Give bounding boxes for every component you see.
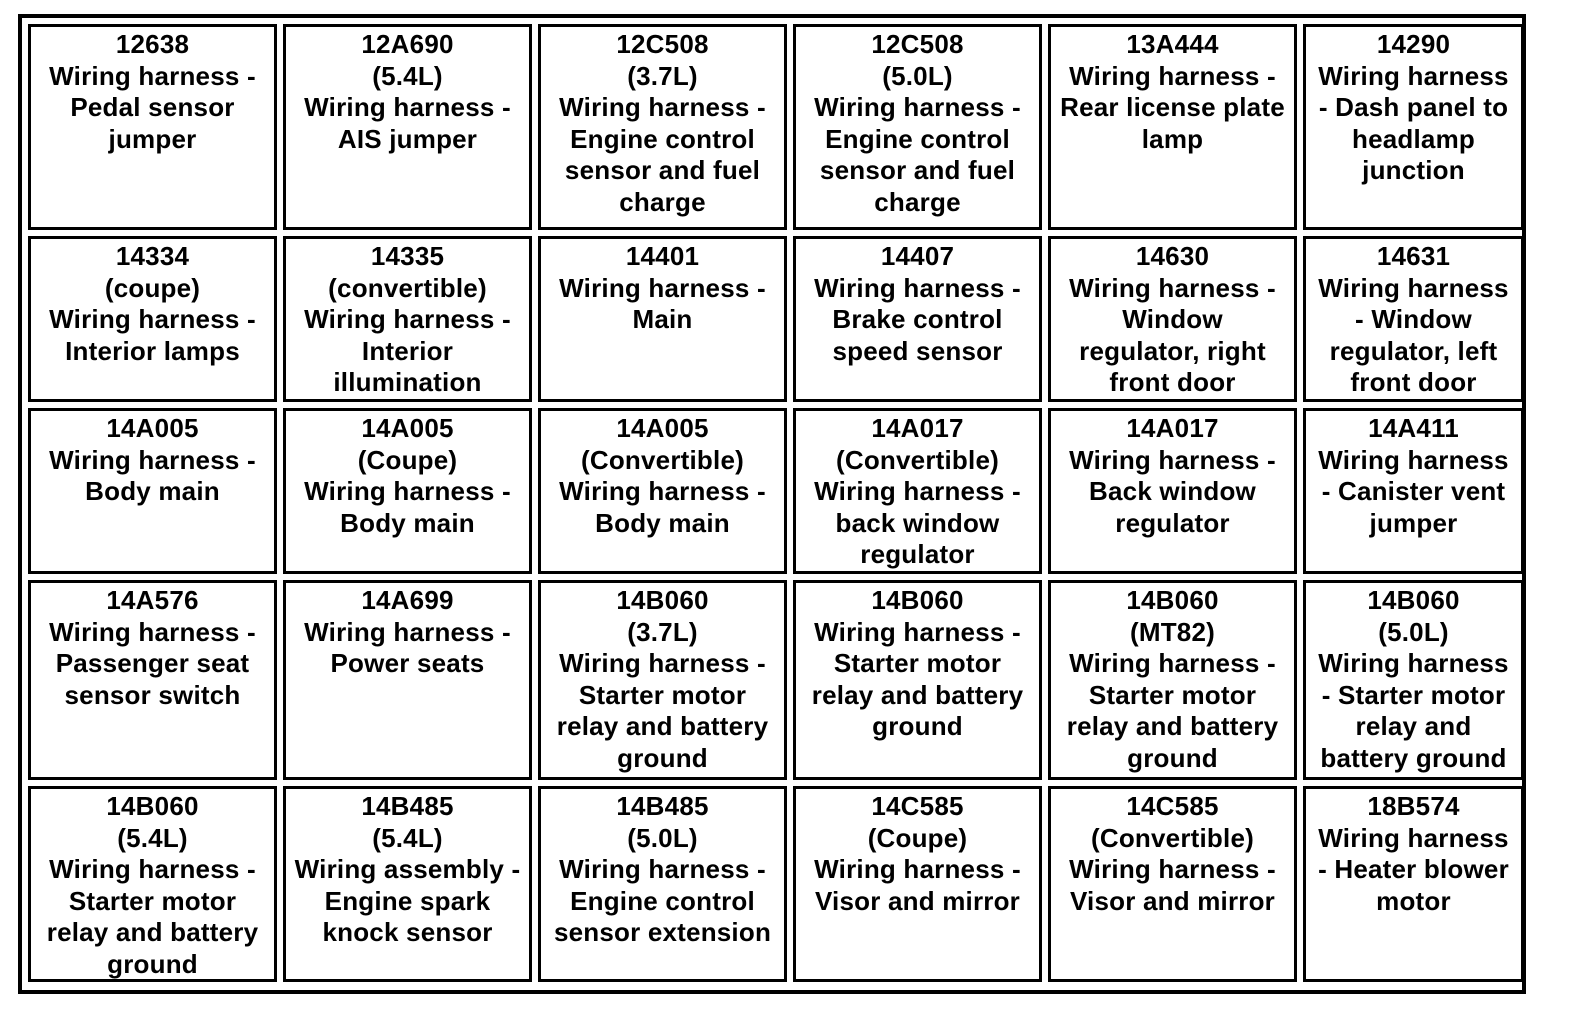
part-number: 13A444 — [1126, 29, 1219, 59]
part-number: 14630 — [1135, 241, 1210, 271]
cell-text-line: Wiring harness — [1318, 648, 1509, 679]
cell-text-line: Starter motor — [833, 648, 1002, 679]
cell-text-line: relay and — [1355, 711, 1472, 742]
cell-text-line: Wiring harness - — [814, 476, 1021, 507]
table-cell — [28, 236, 277, 402]
cell-text-line: battery ground — [1320, 742, 1507, 773]
cell-text-line: (5.0L) — [1378, 616, 1449, 647]
cell-text-line: Wiring harness - — [1069, 444, 1276, 475]
cell-text-line: Wiring harness - — [1069, 648, 1276, 679]
part-number: 14A017 — [1126, 413, 1219, 443]
cell-text-line: front door — [1109, 367, 1236, 398]
cell-text-line: relay and battery — [46, 917, 259, 948]
cell-text-line: back window — [835, 507, 1000, 538]
table-cell — [793, 580, 1042, 780]
cell-text-line: - Starter motor — [1321, 679, 1506, 710]
cell-text-line: Wiring harness - — [49, 854, 256, 885]
cell-text-line: Wiring harness - — [559, 648, 766, 679]
cell-text-line: Window — [1122, 304, 1223, 335]
cell-text-line: relay and battery — [1066, 711, 1279, 742]
cell-text-line: Wiring assembly - — [294, 854, 521, 885]
table-cell — [793, 408, 1042, 574]
cell-text-line: (convertible) — [328, 272, 487, 303]
part-number: 14407 — [880, 241, 955, 271]
cell-text-line: charge — [619, 186, 706, 217]
part-number: 12A690 — [361, 29, 454, 59]
cell-text-line: Engine spark — [324, 885, 491, 916]
table-cell — [1048, 408, 1297, 574]
cell-text-line: motor — [1376, 885, 1451, 916]
cell-text-line: illumination — [333, 367, 482, 398]
cell-text-line: (coupe) — [104, 272, 201, 303]
table-cell — [1048, 236, 1297, 402]
cell-text-line: sensor extension — [553, 917, 772, 948]
part-number: 12C508 — [871, 29, 964, 59]
cell-text-line: Wiring harness - — [304, 476, 511, 507]
cell-text-line: ground — [617, 742, 708, 773]
cell-text-line: Back window — [1089, 476, 1256, 507]
cell-text-line: Wiring harness - — [814, 92, 1021, 123]
cell-text-line: Visor and mirror — [1069, 885, 1275, 916]
cell-text-line: regulator — [860, 539, 975, 570]
cell-text-line: - Canister vent — [1321, 476, 1506, 507]
cell-text-line: regulator, left — [1329, 335, 1498, 366]
cell-text-line: (5.4L) — [372, 60, 443, 91]
cell-text-line: Wiring harness - — [814, 272, 1021, 303]
cell-text-line: Wiring harness - — [814, 616, 1021, 647]
part-number: 14B060 — [871, 585, 964, 615]
cell-text-line: Wiring harness - — [304, 304, 511, 335]
part-number: 14334 — [115, 241, 190, 271]
table-cell — [1303, 236, 1524, 402]
cell-text-line: Body main — [85, 476, 220, 507]
cell-text-line: Wiring harness - — [49, 444, 256, 475]
cell-text-line: Rear license plate — [1060, 92, 1285, 123]
table-cell — [1048, 24, 1297, 230]
part-number: 14290 — [1376, 29, 1451, 59]
cell-text-line: Starter motor — [578, 679, 747, 710]
cell-text-line: ground — [1127, 742, 1218, 773]
cell-text-line: Engine control — [570, 123, 755, 154]
cell-text-line: sensor and fuel — [564, 155, 761, 186]
cell-text-line: relay and battery — [556, 711, 769, 742]
part-number: 14A576 — [106, 585, 199, 615]
cell-text-line: Wiring harness - — [304, 616, 511, 647]
part-number: 14A017 — [871, 413, 964, 443]
part-number: 14B060 — [616, 585, 709, 615]
cell-text-line: regulator, right — [1079, 335, 1266, 366]
cell-text-line: (3.7L) — [627, 60, 698, 91]
cell-text-line: (5.0L) — [882, 60, 953, 91]
cell-text-line: AIS jumper — [337, 123, 478, 154]
table-cell — [28, 408, 277, 574]
cell-text-line: (Convertible) — [1091, 822, 1254, 853]
cell-text-line: - Dash panel to — [1318, 92, 1509, 123]
cell-text-line: Interior — [361, 335, 454, 366]
cell-text-line: Wiring harness - — [1069, 272, 1276, 303]
cell-text-line: Power seats — [330, 648, 485, 679]
cell-text-line: jumper — [1369, 507, 1458, 538]
table-cell — [283, 24, 532, 230]
table-cell — [283, 786, 532, 982]
cell-text-line: Starter motor — [1088, 679, 1257, 710]
cell-text-line: lamp — [1141, 123, 1204, 154]
cell-text-line: Engine control — [825, 123, 1010, 154]
part-number: 14335 — [370, 241, 445, 271]
wiring-harness-table — [18, 14, 1526, 994]
cell-text-line: (5.4L) — [372, 822, 443, 853]
part-number: 14A005 — [616, 413, 709, 443]
cell-text-line: Wiring harness - — [49, 616, 256, 647]
cell-text-line: Wiring harness - — [559, 272, 766, 303]
part-number: 14B060 — [1126, 585, 1219, 615]
cell-text-line: jumper — [108, 123, 197, 154]
part-number: 14C585 — [1126, 791, 1219, 821]
cell-text-line: Wiring harness - — [49, 60, 256, 91]
table-cell — [28, 580, 277, 780]
cell-text-line: (Convertible) — [836, 444, 999, 475]
table-cell — [283, 580, 532, 780]
cell-text-line: front door — [1350, 367, 1477, 398]
cell-text-line: Wiring harness - — [559, 854, 766, 885]
cell-text-line: Wiring harness - — [49, 304, 256, 335]
part-number: 14A005 — [106, 413, 199, 443]
cell-text-line: Wiring harness — [1318, 60, 1509, 91]
part-number: 18B574 — [1367, 791, 1460, 821]
cell-text-line: Starter motor — [68, 885, 237, 916]
table-cell — [28, 24, 277, 230]
cell-text-line: Wiring harness — [1318, 272, 1509, 303]
table-cell — [793, 24, 1042, 230]
part-number: 14631 — [1376, 241, 1451, 271]
cell-text-line: ground — [872, 711, 963, 742]
cell-text-line: Engine control — [570, 885, 755, 916]
cell-text-line: sensor and fuel — [819, 155, 1016, 186]
cell-text-line: (Coupe) — [357, 444, 458, 475]
table-cell — [283, 408, 532, 574]
table-cell — [538, 24, 787, 230]
table-cell — [283, 236, 532, 402]
cell-text-line: - Window — [1355, 304, 1472, 335]
part-number: 14A411 — [1368, 413, 1459, 443]
table-cell — [1303, 408, 1524, 574]
cell-text-line: Wiring harness — [1318, 444, 1509, 475]
cell-text-line: Visor and mirror — [814, 885, 1020, 916]
cell-text-line: (MT82) — [1130, 616, 1215, 647]
cell-text-line: (Coupe) — [867, 822, 968, 853]
cell-text-line: junction — [1362, 155, 1465, 186]
cell-text-line: sensor switch — [64, 679, 241, 710]
part-number: 14B060 — [106, 791, 199, 821]
cell-text-line: Interior lamps — [65, 335, 240, 366]
cell-text-line: Wiring harness - — [559, 476, 766, 507]
cell-text-line: Wiring harness - — [1069, 854, 1276, 885]
part-number: 14B485 — [616, 791, 709, 821]
table-cell — [1303, 580, 1524, 780]
cell-text-line: (5.0L) — [627, 822, 698, 853]
cell-text-line: (3.7L) — [627, 616, 698, 647]
cell-text-line: headlamp — [1352, 123, 1475, 154]
cell-text-line: knock sensor — [322, 917, 493, 948]
table-cell — [538, 580, 787, 780]
cell-text-line: speed sensor — [832, 335, 1003, 366]
part-number: 14401 — [625, 241, 700, 271]
part-number: 14B485 — [361, 791, 454, 821]
cell-text-line: (5.4L) — [117, 822, 188, 853]
cell-text-line: regulator — [1115, 507, 1230, 538]
part-number: 14B060 — [1367, 585, 1460, 615]
table-cell — [538, 408, 787, 574]
cell-text-line: - Heater blower — [1318, 854, 1509, 885]
cell-text-line: Pedal sensor — [70, 92, 235, 123]
part-number: 12638 — [115, 29, 190, 59]
cell-text-line: Body main — [595, 507, 730, 538]
table-cell — [793, 786, 1042, 982]
table-cell — [538, 786, 787, 982]
cell-text-line: Brake control — [832, 304, 1003, 335]
table-cell — [1303, 786, 1524, 982]
table-cell — [1303, 24, 1524, 230]
cell-text-line: Wiring harness - — [304, 92, 511, 123]
cell-text-line: ground — [107, 948, 198, 979]
cell-text-line: Wiring harness - — [1069, 60, 1276, 91]
cell-text-line: Wiring harness - — [559, 92, 766, 123]
cell-text-line: Body main — [340, 507, 475, 538]
cell-text-line: Passenger seat — [55, 648, 250, 679]
part-number: 14C585 — [871, 791, 964, 821]
cell-text-line: (Convertible) — [581, 444, 744, 475]
cell-text-line: charge — [874, 186, 961, 217]
cell-text-line: Main — [632, 304, 693, 335]
cell-text-line: Wiring harness — [1318, 822, 1509, 853]
table-cell — [1048, 786, 1297, 982]
part-number: 12C508 — [616, 29, 709, 59]
part-number: 14A005 — [361, 413, 454, 443]
cell-text-line: relay and battery — [811, 679, 1024, 710]
cell-text-line: Wiring harness - — [814, 854, 1021, 885]
part-number: 14A699 — [361, 585, 454, 615]
table-cell — [1048, 580, 1297, 780]
table-cell — [538, 236, 787, 402]
table-cell — [28, 786, 277, 982]
table-cell — [793, 236, 1042, 402]
